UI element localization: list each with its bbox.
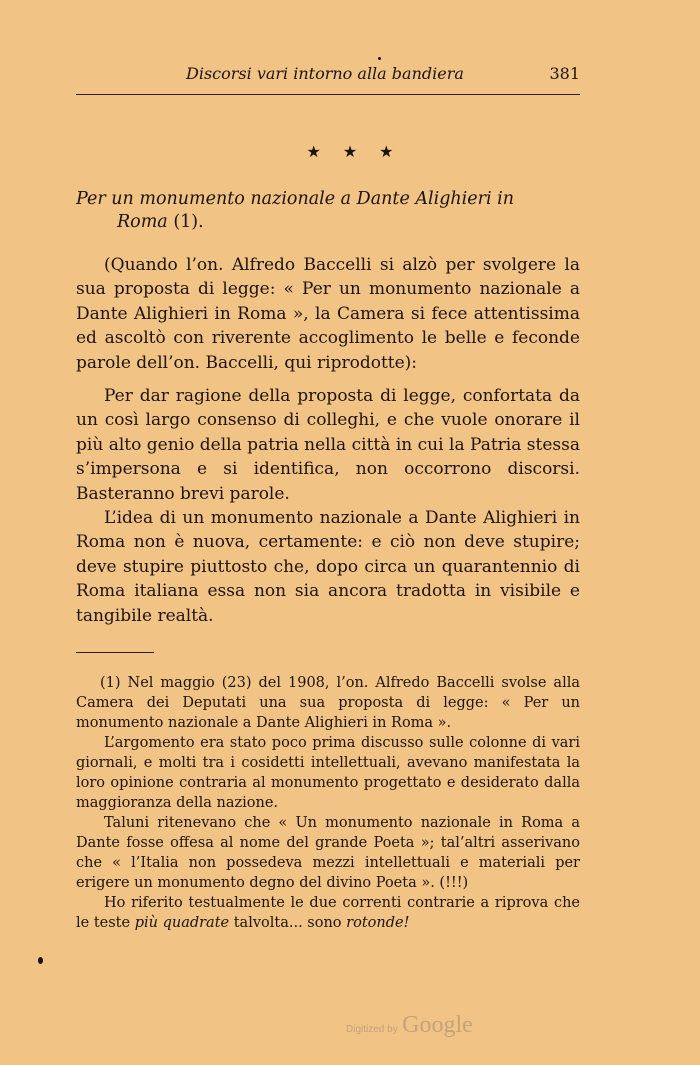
google-logo: Google — [402, 1012, 473, 1038]
star-icon: ★ — [306, 142, 343, 161]
title-line-1: Per un monumento nazionale a Dante Alighieri in — [76, 189, 515, 209]
title-end: . — [198, 212, 204, 232]
section-title — [76, 188, 580, 234]
body-text — [76, 253, 580, 637]
footnote-text: Ho riferito testualmente le due correnti contrarie a riprova che le teste — [76, 895, 580, 931]
section-separator — [0, 142, 700, 161]
paragraph: L’idea di un monumento nazionale a Dante Alighieri in Roma non è nuova, certamente: e ciò non deve stupire; deve stupire piuttosto che, dopo circa un quarantennio di Roma italiana essa non sia ancora tradotta in visibile e tangibile realtà. — [76, 508, 580, 626]
page-number: 381 — [549, 64, 580, 83]
star-icon: ★ — [342, 142, 380, 161]
ink-speck — [378, 57, 381, 60]
paragraph: (Quando l’on. Alfredo Baccelli si alzò per svolgere la sua proposta di legge: « Per un monumento nazionale a Dante Alighieri in Roma », la Camera si fece attentissima ed ascoltò con riverente accoglimento le belle e feconde parole dell’on. Baccelli, qui riprodotte): — [76, 255, 580, 373]
footnote-paragraph: L’argomento era stato poco prima discusso sulle colonne di vari giornali, e molti tra i cosidetti intellettuali, avevano manifestata la loro opinione contraria al monumento progettato e desiderato dalla maggioranza della nazione. — [76, 735, 580, 811]
header-rule — [76, 94, 580, 95]
running-title: Discorsi vari intorno alla bandiera — [186, 64, 464, 83]
footnote-rule — [76, 652, 154, 653]
paragraph: Per dar ragione della proposta di legge, confortata da un così largo consenso di colleghi, e che vuole onorare il più alto genio della patria nella città in cui la Patria stessa s’impersona e si identifica, non occorrono discorsi. Basteranno brevi parole. — [76, 386, 580, 504]
footnote-paragraph: Taluni ritenevano che « Un monumento nazionale in Roma a Dante fosse offesa al nome del grande Poeta »; tal’altri asserivano che « l’Italia non possedeva mezzi intellettuali e materiali per erigere un monumento degno del divino Poeta ». (!!!) — [76, 815, 580, 891]
footnote-emphasis: più quadrate — [134, 915, 230, 931]
footnote-text: talvolta... sono — [229, 915, 347, 931]
footnote-1: (1) Nel maggio (23) del 1908, l’on. Alfredo Baccelli svolse alla Camera dei Deputati una sua proposta di legge: « Per un monumento nazionale a Dante Alighieri in Roma ». — [76, 675, 580, 731]
watermark-digitized: Digitized by — [346, 1024, 398, 1035]
star-icon: ★ — [379, 142, 416, 161]
footnotes — [76, 673, 580, 933]
ink-speck — [38, 957, 43, 964]
footnote-reference: (1) — [173, 212, 199, 232]
digitized-by-watermark — [346, 1012, 473, 1039]
footnote-emphasis: rotonde! — [346, 915, 410, 931]
running-header — [76, 64, 580, 86]
footnote-paragraph — [76, 893, 580, 933]
title-line-2: Roma — [117, 212, 168, 232]
